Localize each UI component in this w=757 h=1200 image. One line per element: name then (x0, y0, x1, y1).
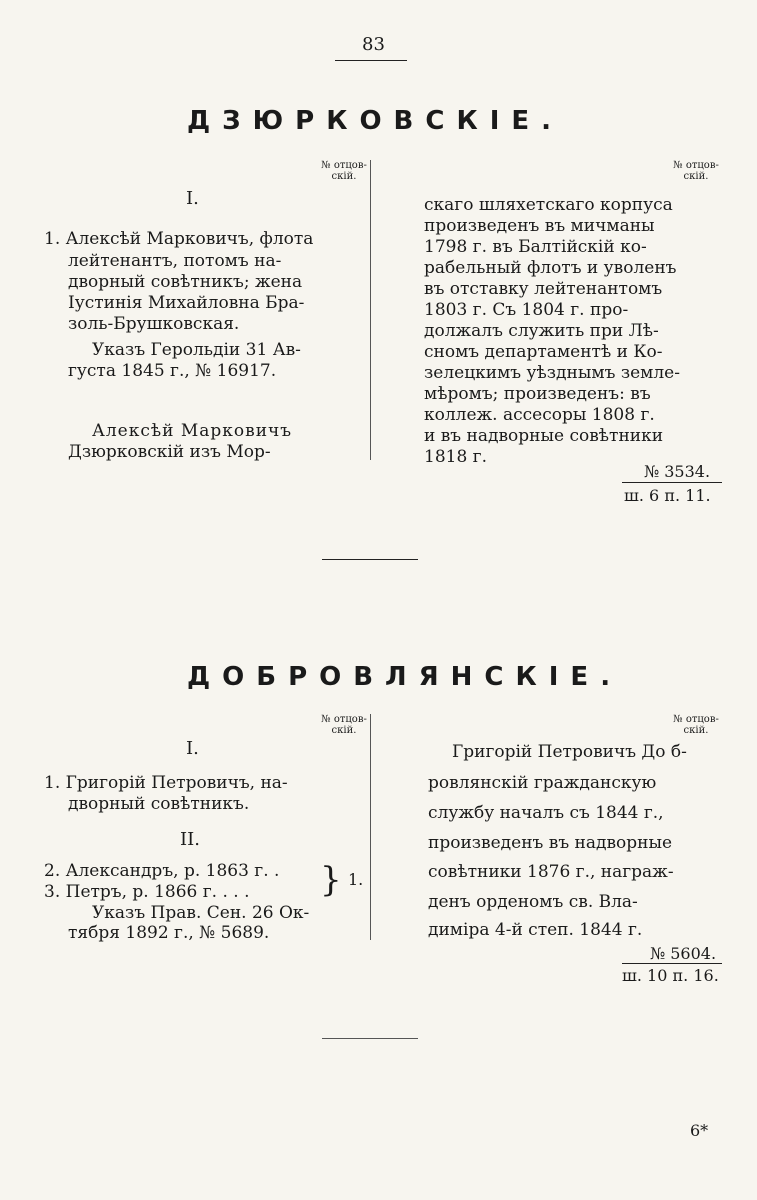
text-line: Григорій Петровичъ До б- (452, 742, 687, 762)
section-title-dobrovlyanskie: ДОБРОВЛЯНСКІЕ. (187, 662, 623, 692)
otsov-label-line: скій. (683, 171, 709, 182)
archive-shelf: ш. 10 п. 16. (622, 966, 719, 985)
otsov-label-line: № отцов- (321, 160, 367, 171)
otsov-label-line: скій. (331, 171, 357, 182)
text-line: дворный совѣтникъ; жена (68, 272, 303, 292)
father-reference: 1. (348, 870, 364, 889)
otsov-label-line: № отцов- (321, 714, 367, 725)
otsov-label-left (312, 160, 376, 182)
text-line: тября 1892 г., № 5689. (68, 923, 270, 943)
text-line: произведенъ въ мичманы (424, 216, 655, 236)
document-number: № 3534. (644, 462, 711, 481)
text-line: должалъ служить при Лѣ- (424, 321, 659, 341)
text-line: Дзюрковскій изъ Мор- (68, 442, 271, 462)
otsov-label-line: скій. (683, 725, 709, 736)
text-line: дворный совѣтникъ. (68, 794, 250, 814)
section-title-dzurkovskie: ДЗЮРКОВСКІЕ. (187, 106, 564, 136)
text-line: службу началъ съ 1844 г., (428, 803, 664, 823)
column-divider (370, 160, 371, 460)
generation-numeral: I. (186, 188, 199, 209)
text-line: скаго шляхетскаго корпуса (424, 195, 673, 215)
generation-numeral: I. (186, 738, 199, 759)
otsov-label-right (664, 160, 728, 182)
text-line: Алексѣй Марковичъ (92, 421, 293, 441)
text-line: золь-Брушковская. (68, 314, 240, 334)
text-line: Указъ Герольдіи 31 Ав- (92, 340, 301, 360)
text-line: 2. Александръ, р. 1863 г. . (44, 861, 280, 881)
otsov-label-left (312, 714, 376, 736)
archive-shelf: ш. 6 п. 11. (624, 486, 711, 505)
text-line: 3. Петръ, р. 1866 г. . . . (44, 882, 250, 902)
otsov-label-line: № отцов- (673, 160, 719, 171)
text-line: денъ орденомъ св. Вла- (428, 892, 638, 912)
otsov-label-right (664, 714, 728, 736)
text-line: диміра 4-й степ. 1844 г. (428, 920, 643, 940)
text-line: зелецкимъ уѣзднымъ земле- (424, 363, 680, 383)
otsov-label-line: скій. (331, 725, 357, 736)
text-line: густа 1845 г., № 16917. (68, 361, 277, 381)
page-number: 83 (362, 34, 385, 55)
text-line: сномъ департаментѣ и Ко- (424, 342, 663, 362)
archive-rule (622, 482, 722, 483)
text-line: мѣромъ; произведенъ: въ (424, 384, 651, 404)
section-separator (322, 559, 418, 560)
text-line: въ отставку лейтенантомъ (424, 279, 663, 299)
text-line: Указъ Прав. Сен. 26 Ок- (92, 903, 310, 923)
section-separator (322, 1038, 418, 1039)
generation-numeral: II. (180, 829, 200, 850)
text-line: ровлянскій гражданскую (428, 773, 657, 793)
text-line: Іустинія Михайловна Бра- (68, 293, 305, 313)
otsov-label-line: № отцов- (673, 714, 719, 725)
archive-rule (622, 963, 722, 964)
text-line: лейтенантъ, потомъ на- (68, 251, 282, 271)
text-line: 1798 г. въ Балтійскій ко- (424, 237, 647, 257)
column-divider (370, 714, 371, 940)
text-line: рабельный флотъ и уволенъ (424, 258, 677, 278)
text-line: 1. Алексѣй Марковичъ, флота (44, 229, 314, 249)
text-line: произведенъ въ надворные (428, 833, 673, 853)
document-number: № 5604. (650, 944, 717, 963)
signature-mark: 6* (690, 1121, 709, 1140)
header-rule (335, 60, 407, 61)
text-line: совѣтники 1876 г., награж- (428, 862, 674, 882)
text-line: и въ надворные совѣтники (424, 426, 664, 446)
text-line: 1. Григорій Петровичъ, на- (44, 773, 288, 793)
text-line: 1818 г. (424, 447, 487, 467)
text-line: коллеж. ассесоры 1808 г. (424, 405, 655, 425)
text-line: 1803 г. Съ 1804 г. про- (424, 300, 629, 320)
brace: } (320, 860, 342, 900)
